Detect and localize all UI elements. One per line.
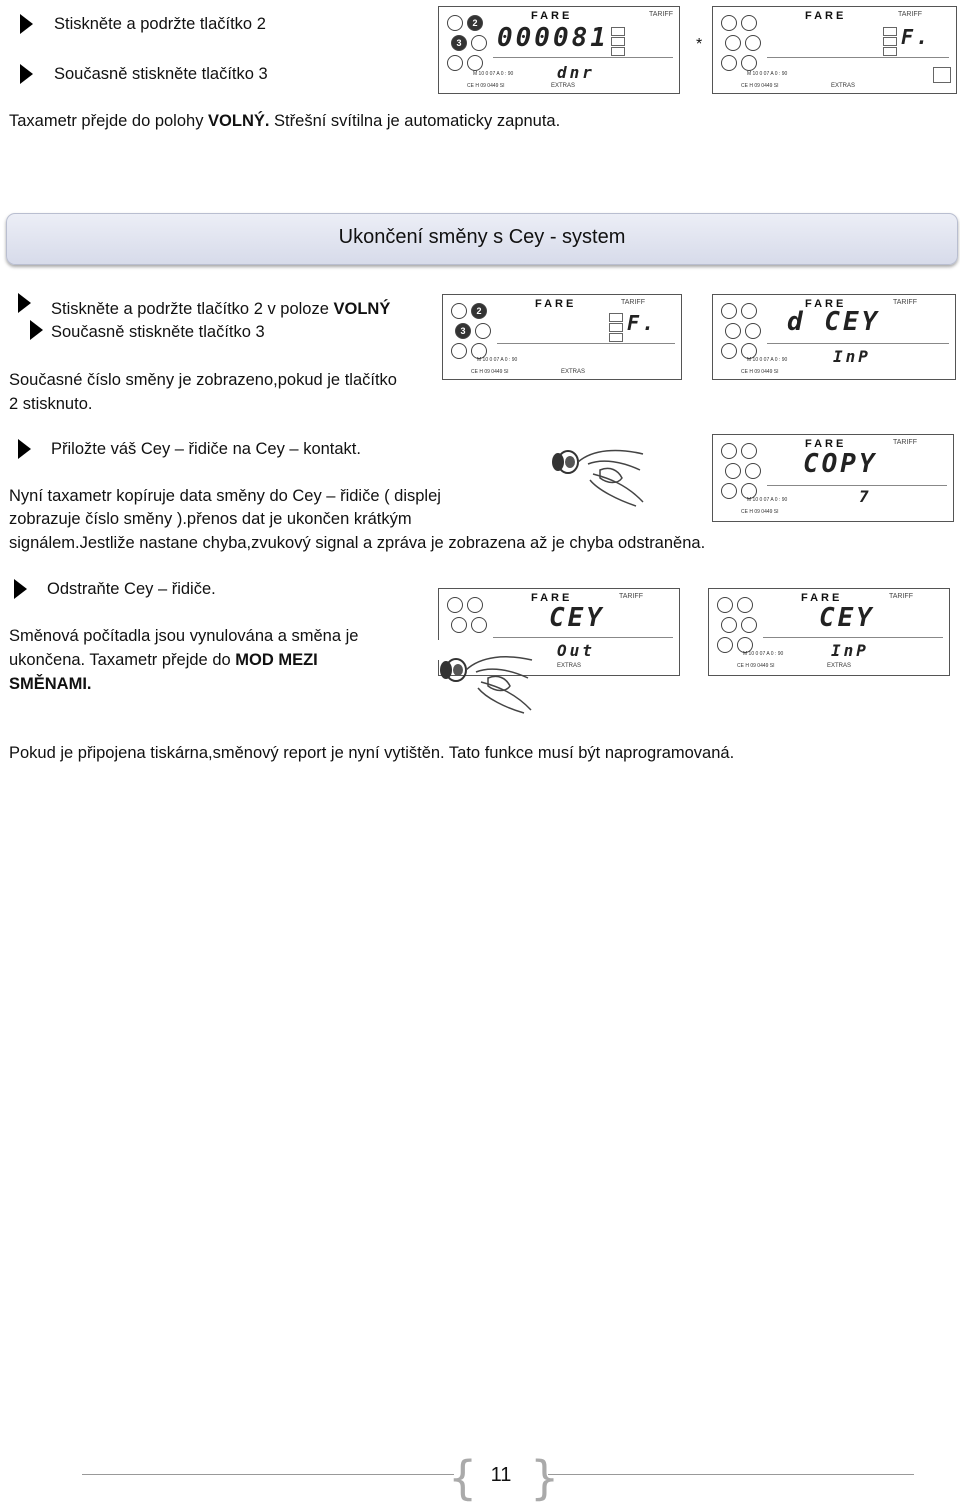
bullet-arrow-icon bbox=[30, 320, 43, 340]
taximeter-display-2: FARE TARIFF F. M 10 0 07 A 0 : 90 CE H 09 0449 SI EXTRAS bbox=[712, 6, 957, 94]
section-banner bbox=[6, 213, 958, 265]
footer-line-right bbox=[548, 1474, 914, 1475]
button-2-icon: 2 bbox=[471, 303, 487, 319]
section-title: Ukončení směny s Cey - system bbox=[338, 226, 626, 248]
counters-reset-1: Směnová počítadla jsou vynulována a směna je bbox=[9, 627, 359, 645]
shift-number-note-2: 2 stisknuto. bbox=[9, 395, 93, 413]
counters-reset-3: SMĚNAMI. bbox=[9, 675, 92, 693]
taximeter-display-1: 2 3 FARE TARIFF 000081 dnr M 10 0 07 A 0 : 90 CE H 09 0449 SI EXTRAS bbox=[438, 6, 680, 94]
main-display: COPY bbox=[803, 449, 878, 479]
fare-label: FARE bbox=[535, 298, 577, 310]
extras-label: EXTRAS bbox=[827, 663, 852, 669]
tariff-label: TARIFF bbox=[649, 11, 673, 18]
tariff-label: TARIFF bbox=[893, 299, 917, 306]
step-attach-key: Přiložte váš Cey – řidiče na Cey – kontakt. bbox=[51, 440, 361, 458]
printer-note: Pokud je připojena tiskárna,směnový report je nyní vytištěn. Tato funkce musí být naprogramovaná. bbox=[9, 744, 735, 762]
bullet-arrow-icon bbox=[20, 64, 33, 84]
main-display: CEY bbox=[549, 603, 605, 633]
main-display: F. bbox=[901, 25, 932, 49]
extras-label: EXTRAS bbox=[557, 663, 582, 669]
footer-line-left bbox=[82, 1474, 454, 1475]
main-display: F. bbox=[627, 311, 658, 335]
tariff-label: TARIFF bbox=[619, 593, 643, 600]
step-press-3-b: Současně stiskněte tlačítko 3 bbox=[51, 323, 265, 341]
taximeter-display-4: FARE TARIFF d CEY InP M 10 0 07 A 0 : 90 CE H 09 0449 SI bbox=[712, 294, 956, 380]
copy-paragraph-3: signálem.Jestliže nastane chyba,zvukový signal a zpráva je zobrazena až je chyba odstraněna. bbox=[9, 534, 706, 552]
sub-display: InP bbox=[831, 641, 869, 660]
extras-label: EXTRAS bbox=[551, 83, 576, 89]
copy-paragraph-1: Nyní taxametr kopíruje data směny do Cey – řidiče ( displej bbox=[9, 487, 441, 505]
fare-label: FARE bbox=[531, 592, 573, 604]
fare-label: FARE bbox=[801, 592, 843, 604]
fare-label: FARE bbox=[531, 10, 573, 22]
tariff-label: TARIFF bbox=[889, 593, 913, 600]
right-brace-icon: } bbox=[530, 1451, 560, 1505]
copy-paragraph-2: zobrazuje číslo směny ).přenos dat je ukončen krátkým bbox=[9, 510, 412, 528]
bullet-arrow-icon bbox=[14, 579, 27, 599]
step-press-hold-2-free: Stiskněte a podržte tlačítko 2 v poloze VOLNÝ bbox=[51, 300, 391, 318]
left-brace-icon: { bbox=[448, 1451, 478, 1505]
counters-reset-2: ukončena. Taxametr přejde do MOD MEZI bbox=[9, 651, 318, 669]
extras-label: EXTRAS bbox=[561, 369, 586, 375]
main-display: d CEY bbox=[787, 307, 881, 337]
taximeter-display-5: FARE TARIFF COPY 7 M 10 0 07 A 0 : 90 CE H 09 0449 SI bbox=[712, 434, 954, 522]
bullet-arrow-icon bbox=[18, 439, 31, 459]
bullet-arrow-icon bbox=[18, 293, 31, 313]
taximeter-display-7: FARE TARIFF CEY InP M 10 0 07 A 0 : 90 CE H 09 0449 SI EXTRAS bbox=[708, 588, 950, 676]
step-press-3: Současně stiskněte tlačítko 3 bbox=[54, 65, 268, 83]
tariff-label: TARIFF bbox=[893, 439, 917, 446]
sub-display: InP bbox=[833, 347, 871, 366]
cey-key-hand-image bbox=[548, 444, 648, 508]
tariff-label: TARIFF bbox=[898, 11, 922, 18]
fare-label: FARE bbox=[805, 298, 847, 310]
main-display: 000081 bbox=[497, 23, 609, 53]
result-text: Taxametr přejde do polohy VOLNÝ. Střešní svítilna je automaticky zapnuta. bbox=[9, 112, 561, 130]
taximeter-display-3: 2 3 FARE TARIFF F. M 10 0 07 A 0 : 90 CE H 09 0449 SI EXTRAS bbox=[442, 294, 682, 380]
bullet-arrow-icon bbox=[20, 14, 33, 34]
step-remove-key: Odstraňte Cey – řidiče. bbox=[47, 580, 216, 598]
fare-label: FARE bbox=[805, 10, 847, 22]
button-2-icon: 2 bbox=[467, 15, 483, 31]
sub-display: 7 bbox=[859, 487, 872, 506]
asterisk-mark: * bbox=[696, 36, 703, 53]
sub-display: Out bbox=[557, 641, 595, 660]
cey-key-hand-image bbox=[436, 640, 536, 714]
step-press-hold-2: Stiskněte a podržte tlačítko 2 bbox=[54, 15, 266, 33]
shift-number-note-1: Současné číslo směny je zobrazeno,pokud je tlačítko bbox=[9, 371, 397, 389]
tariff-label: TARIFF bbox=[621, 299, 645, 306]
extras-label: EXTRAS bbox=[831, 83, 856, 89]
sub-display: dnr bbox=[557, 63, 595, 82]
button-3-icon: 3 bbox=[455, 323, 471, 339]
main-display: CEY bbox=[819, 603, 875, 633]
fare-label: FARE bbox=[805, 438, 847, 450]
button-3-icon: 3 bbox=[451, 35, 467, 51]
page-number: 11 bbox=[490, 1464, 512, 1486]
